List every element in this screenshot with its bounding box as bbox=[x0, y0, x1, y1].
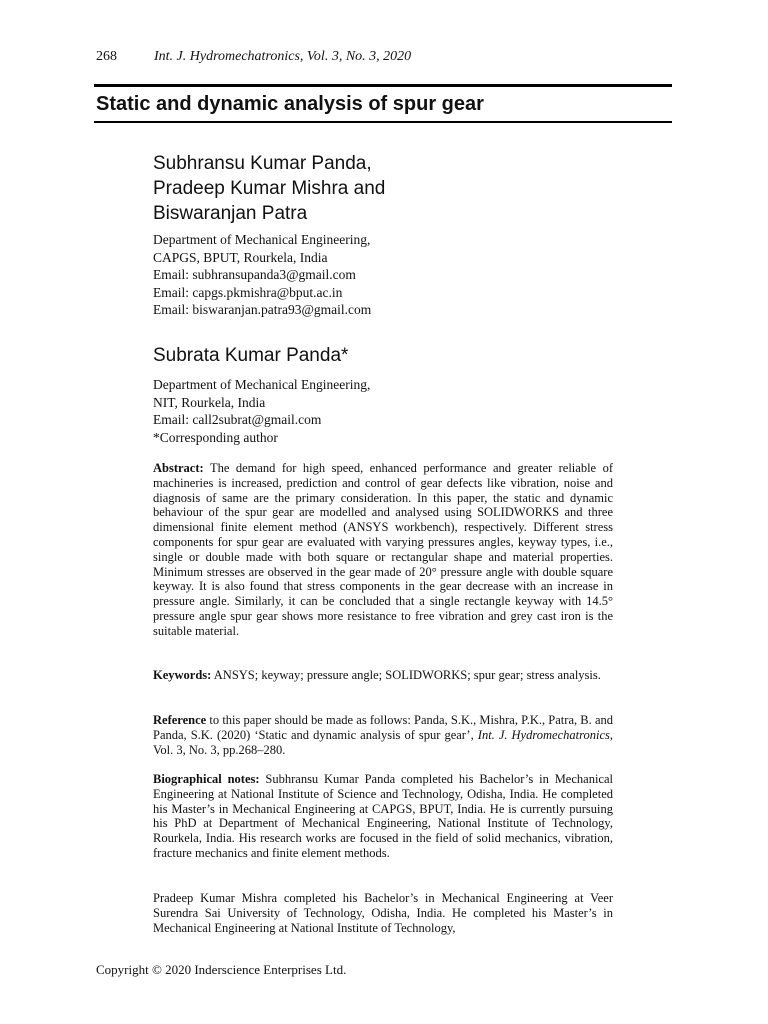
affiliation-line: CAPGS, BPUT, Rourkela, India bbox=[153, 249, 328, 265]
paper-title: Static and dynamic analysis of spur gear bbox=[96, 93, 484, 115]
abstract-label: Abstract: bbox=[153, 461, 204, 475]
reference-volume: , Vol. 3, No. 3, pp.268–280. bbox=[153, 727, 614, 757]
keywords-label: Keywords: bbox=[153, 668, 212, 682]
email-line: Email: subhransupanda3@gmail.com bbox=[153, 267, 356, 283]
email-line: Email: capgs.pkmishra@bput.ac.in bbox=[153, 284, 343, 300]
author-name: Pradeep Kumar Mishra and bbox=[153, 178, 386, 199]
affiliation-2 bbox=[153, 376, 613, 446]
bio-text-1: Subhransu Kumar Panda completed his Bachelor’s in Mechanical Engineering at National Institute of Science and Technology, Odisha, India. He completed his Master’s in Mechanical Engineering at CAPGS, BPUT, India. He is currently pursuing his PhD at Department of Mechanical Engineering, National Institute of Technology, Rourkela, India. His research works are focused in the field of solid mechanics, vibration, fracture mechanics and finite element methods. bbox=[153, 772, 613, 860]
biographical-notes bbox=[153, 772, 613, 861]
keywords-text: ANSYS; keyway; pressure angle; SOLIDWORKS; spur gear; stress analysis. bbox=[213, 668, 601, 682]
reference-label: Reference bbox=[153, 713, 207, 727]
keywords bbox=[153, 668, 613, 683]
email-line: Email: biswaranjan.patra93@gmail.com bbox=[153, 302, 372, 318]
author-name: Subhransu Kumar Panda, bbox=[153, 153, 372, 174]
bio-text-2: Pradeep Kumar Mishra completed his Bachelor’s in Mechanical Engineering at Veer Surendra Sai University of Technology, Odisha, India. He completed his Master’s in Mechanical Engineering at National Institute of Technology, bbox=[153, 891, 613, 935]
title-rule-bottom bbox=[94, 121, 672, 123]
author-list-1 bbox=[153, 151, 613, 226]
affiliation-1 bbox=[153, 231, 613, 319]
corresponding-author-name: Subrata Kumar Panda* bbox=[153, 345, 349, 366]
page-number: 268 bbox=[96, 49, 117, 64]
reference-note bbox=[153, 713, 613, 757]
copyright-line: Copyright © 2020 Inderscience Enterprises Ltd. bbox=[96, 962, 347, 977]
reference-text: to this paper should be made as follows: Panda, S.K., Mishra, P.K., Patra, B. and Panda, S.K. (2020) ‘Static and dynamic analysis of spur gear’, bbox=[153, 713, 614, 742]
journal-citation: Int. J. Hydromechatronics, Vol. 3, No. 3, 2020 bbox=[154, 49, 412, 64]
author-name: Biswaranjan Patra bbox=[153, 203, 308, 224]
affiliation-line: Department of Mechanical Engineering, bbox=[153, 232, 371, 247]
reference-journal: Int. J. Hydromechatronics bbox=[477, 727, 610, 742]
corresponding-note: *Corresponding author bbox=[153, 429, 278, 445]
affiliation-line: Department of Mechanical Engineering, bbox=[153, 377, 371, 392]
bio-paragraph-2 bbox=[153, 891, 613, 935]
affiliation-line: NIT, Rourkela, India bbox=[153, 394, 266, 410]
abstract-text: The demand for high speed, enhanced performance and greater reliable of machineries is increased, prediction and control of gear defects like vibration, noise and diagnosis of same are the primary consideration. In this paper, the static and dynamic behaviour of the spur gear are modelled and analysed using SOLIDWORKS and three dimensional finite element method (ANSYS workbench), respectively. Different stress components for spur gear are evaluated with varying pressures angles, keyway types, i.e., single or double made with both square or rectangular shape and material properties. Minimum stresses are observed in the gear made of 20° pressure angle with double square keyway. It is also found that stress components in the gear decrease with an increase in pressure angle. Similarly, it can be concluded that a single rectangle keyway with 14.5° pressure angle spur gear shows more resistance to free vibration and grey cast iron is the suitable material. bbox=[153, 461, 613, 638]
bio-label: Biographical notes: bbox=[153, 772, 260, 786]
running-head bbox=[96, 48, 672, 65]
email-line: Email: call2subrat@gmail.com bbox=[153, 412, 322, 428]
title-rule-top bbox=[94, 84, 672, 87]
abstract bbox=[153, 461, 613, 639]
